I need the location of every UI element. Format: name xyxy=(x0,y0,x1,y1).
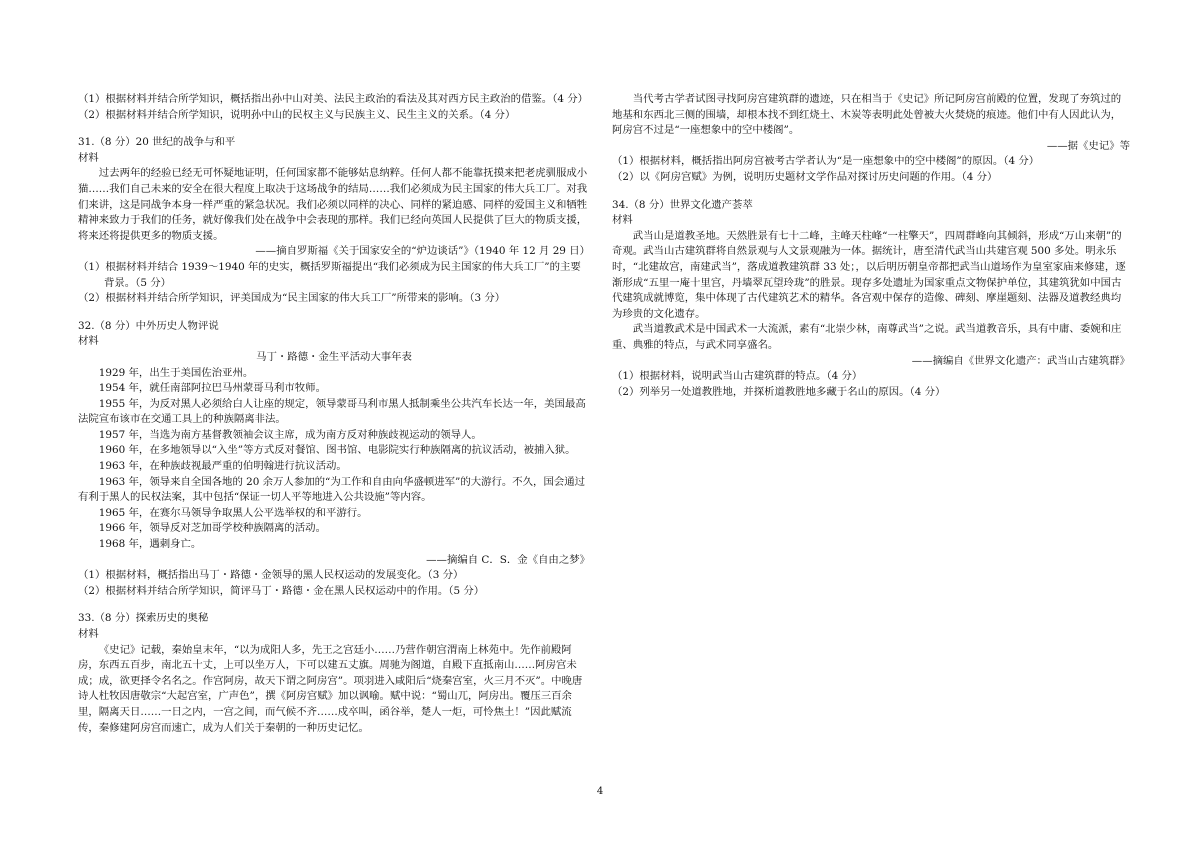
material-paragraph: 当代考古学者试图寻找阿房宫建筑群的遗迹，只在相当于《史记》所记阿房宫前殿的位置，发现了夯筑过的地基和东西北三侧的围墙，却根本找不到红烧土、木炭等表明此处曾被大火焚烧的痕迹。他们中有人因此认为，阿房宫不过是“一座想象中的空中楼阁”。 xyxy=(612,93,1122,137)
question-text: （1）根据材料，概括指出马丁・路德・金领导的黑人民权运动的发展变化。（3 分） xyxy=(78,569,464,582)
source-citation: ——摘编自《世界文化遗产：武当山古建筑群》 xyxy=(911,354,1130,367)
source-citation: ——据《史记》等 xyxy=(1046,139,1130,152)
chronology-item: 1963 年，领导来自全国各地的 20 余万人参加的“为工作和自由向华盛顿进军”的大游行。不久，国会通过有利于黑人的民权法案，其中包括“保证一切人平等地进入公共设施”等内容。 xyxy=(78,475,586,504)
right-column xyxy=(612,92,1130,400)
chronology-item: 1963 年，在种族歧视最严重的伯明翰进行抗议活动。 xyxy=(98,460,347,473)
material-label: 材料 xyxy=(78,628,99,640)
chronology-item: 1960 年，在多地领导以“入坐”等方式反对餐馆、图书馆、电影院实行种族隔离的抗议活动，被捕入狱。 xyxy=(98,444,576,457)
material-paragraph: 武当道教武术是中国武术一大流派，素有“北崇少林，南尊武当”之说。武当道教音乐，具有中庸、委婉和庄重、典雅的特点，与武术同享盛名。 xyxy=(612,323,1122,351)
question-text: （1）根据材料，概括指出阿房宫被考古学者认为“是一座想象中的空中楼阁”的原因。（4 分） xyxy=(612,155,1040,168)
source-citation: ——摘自罗斯福《关于国家安全的“炉边谈话”》（1940 年 12 月 29 日） xyxy=(255,245,590,258)
question-31-title: 31.（8 分）20 世纪的战争与和平 xyxy=(78,136,236,149)
question-34-title: 34.（8 分）世界文化遗产荟萃 xyxy=(612,198,753,211)
material-paragraph: 过去两年的经验已经无可怀疑地证明，任何国家都不能够姑息纳粹。任何人都不能靠抚摸来把老虎驯服成小猫……我们自己未来的安全在很大程度上取决于这场战争的结局……我们必须成为民主国家的伟大兵工厂。对我们来讲，这是同战争本身一样严重的紧急状况。我们必须以同样的决心、同样的紧迫感、同样的爱国主义和牺牲精神来致力于我们的任务，就好像我们处在战争中会表现的那样。我们已经向英国人民提供了巨大的物质支援，将来还将提供更多的物质支援。 xyxy=(78,167,588,242)
chronology-item: 1929 年，出生于美国佐治亚州。 xyxy=(98,366,254,379)
chronology-item: 1968 年，遇刺身亡。 xyxy=(98,538,202,551)
question-text: （2）根据材料并结合所学知识，说明孙中山的民权主义与民族主义、民生主义的关系。（4 分） xyxy=(78,108,516,121)
chronology-item: 1965 年，在赛尔马领导争取黑人公平选举权的和平游行。 xyxy=(98,506,368,519)
source-citation: ——摘编自 C．S．金《自由之梦》 xyxy=(426,553,590,566)
material-label: 材料 xyxy=(612,214,633,227)
chronology-item: 1957 年，当选为南方基督教领袖会议主席，成为南方反对种族歧视运动的领导人。 xyxy=(98,428,482,441)
chronology-title: 马丁・路德・金生平活动大事年表 xyxy=(256,350,412,363)
material-paragraph: 武当山是道教圣地。天然胜景有七十二峰，主峰天柱峰“一柱擎天”，四周群峰向其倾斜，形成“万山来朝”的奇观。武当山古建筑群将自然景观与人文景观融为一体。据统计，唐至清代武当山共建宫观 500 多处。明永乐时，“北建故宫，南建武当”，落成道教建筑群 33 处；，以后明历朝皇帝都把武当山道场作为皇室家庙来修建，逐渐形成“五里一庵十里宫，丹墙翠瓦望玲珑”的胜景。现存多处遗址为国家重点文物保护单位，其建筑犹如中国古代建筑成就博览，集中体现了古代建筑艺术的精华。各宫观中保存的造像、碑刻、摩崖题刻、法器及道教经典均为珍贵的文化遗存。 xyxy=(612,229,1126,320)
question-text: （2）根据材料并结合所学知识，简评马丁・路德・金在黑人民权运动中的作用。（5 分） xyxy=(78,584,485,597)
material-label: 材料 xyxy=(78,151,99,164)
question-text: （1）根据材料，说明武当山古建筑群的特点。（4 分） xyxy=(612,370,863,383)
question-text: （1）根据材料并结合所学知识，概括指出孙中山对美、法民主政治的看法及其对西方民主政治的借鉴。（4 分） xyxy=(78,93,589,105)
question-32-title: 32.（8 分）中外历史人物评说 xyxy=(78,319,219,332)
material-paragraph: 《史记》记载，秦始皇末年，“以为成阳人多，先王之宫廷小……乃营作朝宫渭南上林苑中。先作前殿阿房，东西五百步，南北五十丈，上可以坐万人，下可以建五丈旗。周驰为阁道，自殿下直抵南山……阿房宫未成；成，欲更择令名名之。作宫阿房，故天下谓之阿房宫”。项羽进入咸阳后“烧秦宫室，火三月不灭”。中晚唐诗人杜牧因唐敬宗“大起宫室，广声色”，撰《阿房宫赋》加以讽喻。赋中说：“蜀山兀，阿房出。覆压三百余里，隔离天日……一日之内，一宫之间，而气候不齐……戍卒叫，函谷举，楚人一炬，可怜焦土！”因此赋流传，秦修建阿房宫而速亡，成为人们关于秦朝的一种历史记忆。 xyxy=(78,643,583,734)
chronology-item: 1954 年，就任南部阿拉巴马州蒙哥马利市牧师。 xyxy=(98,382,326,395)
question-text: （2）列举另一处道教胜地，并探析道教胜地多藏于名山的原因。（4 分） xyxy=(612,385,946,398)
question-text: （2）以《阿房宫赋》为例，说明历史题材文学作品对探讨历史问题的作用。（4 分） xyxy=(612,170,998,183)
material-label: 材料 xyxy=(78,335,99,348)
question-33-title: 33.（8 分）探索历史的奥秘 xyxy=(78,612,209,625)
question-text: （2）根据材料并结合所学知识，评美国成为“民主国家的伟大兵工厂”所带来的影响。（3 分） xyxy=(78,292,506,305)
chronology-item: 1966 年，领导反对芝加哥学校种族隔离的活动。 xyxy=(98,522,326,535)
left-column xyxy=(78,92,590,736)
chronology-item: 1955 年，为反对黑人必须给白人让座的规定，领导蒙哥马利市黑人抵制乘坐公共汽车长达一年，美国最高法院宣布该市在交通工具上的种族隔离非法。 xyxy=(78,397,586,426)
question-text: （1）根据材料并结合 1939～1940 年的史实，概括罗斯福提出“我们必须成为民主国家的伟大兵工厂”的主要 xyxy=(78,260,581,273)
page-number: 4 xyxy=(596,786,604,797)
question-text: 背景。（5 分） xyxy=(104,276,172,289)
